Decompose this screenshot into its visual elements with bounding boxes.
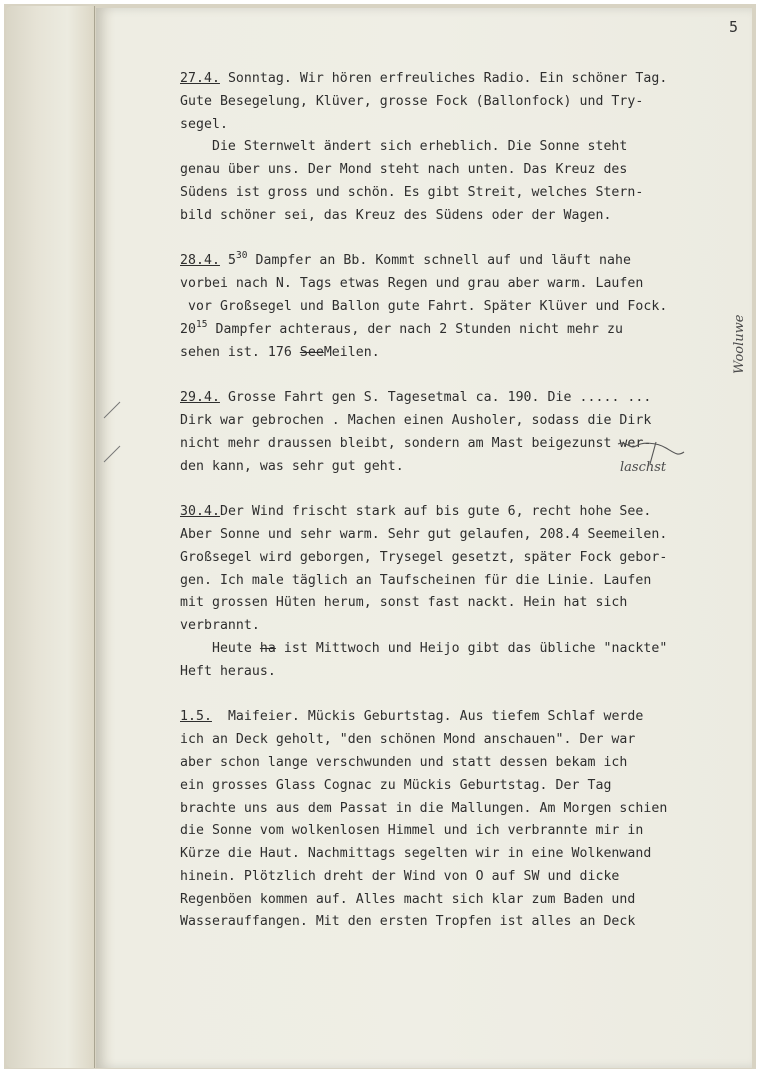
- entry-line: $20^{15}$ Dampfer achteraus, der nach 2 Stunden nicht mehr zu: [180, 318, 623, 337]
- margin-pencil-marks: [100, 396, 124, 466]
- entry-line: ein grosses Glass Cognac zu Mückis Geburtstag. Der Tag: [180, 777, 612, 793]
- entry-line: 28.4. $5^{30}$ Dampfer an Bb. Kommt schnell auf und läuft nahe: [180, 250, 631, 269]
- entry-line: 1.5. Maifeier. Mückis Geburtstag. Aus tiefem Schlaf werde: [180, 709, 644, 725]
- handwritten-insert: laschst: [620, 460, 667, 475]
- entry-date: 30.4.: [180, 504, 220, 520]
- entry-line: vor Großsegel und Ballon gute Fahrt. Später Klüver und Fock.: [180, 298, 668, 314]
- entry-line: Dirk war gebrochen . Machen einen Ausholer, sodass die Dirk: [180, 412, 652, 428]
- struck-text: ha: [259, 640, 276, 656]
- entry-line: Kürze die Haut. Nachmittags segelten wir in eine Wolkenwand: [180, 846, 652, 862]
- entry-line: bild schöner sei, das Kreuz des Südens oder der Wagen.: [180, 207, 612, 223]
- page-number: 5: [728, 18, 738, 36]
- entry-line: ich an Deck geholt, "den schönen Mond anschauen". Der war: [180, 732, 636, 748]
- entry-line: mit grossen Hüten herum, sonst fast nackt. Hein hat sich: [180, 595, 628, 611]
- entry-date: 1.5.: [180, 709, 212, 725]
- entry-line: Heute ha ist Mittwoch und Heijo gibt das übliche "nackte": [180, 640, 668, 656]
- entry-line: segel.: [180, 116, 228, 132]
- entry-line: Wasserauffangen. Mit den ersten Tropfen ist alles an Deck: [180, 914, 636, 930]
- entry-line: Heft heraus.: [180, 663, 276, 679]
- entry-line: Aber Sonne und sehr warm. Sehr gut gelaufen, 208.4 Seemeilen.: [180, 526, 668, 542]
- entry-line: 30.4.Der Wind frischt stark auf bis gute 6, recht hohe See.: [180, 504, 652, 520]
- entry-line: hinein. Plötzlich dreht der Wind von O auf SW und dicke: [180, 868, 620, 884]
- entry-date: 27.4.: [180, 71, 220, 86]
- entry-line: genau über uns. Der Mond steht nach unten. Das Kreuz des: [180, 162, 628, 178]
- entry-line: 27.4. Sonntag. Wir hören erfreuliches Radio. Ein schöner Tag.: [180, 71, 668, 86]
- left-page-edge: [6, 6, 95, 1068]
- entry-line: Gute Besegelung, Klüver, grosse Fock (Ballonfock) und Try-: [180, 93, 644, 109]
- entry-date: 29.4.: [180, 390, 220, 406]
- paragraph-gap: [180, 478, 740, 501]
- paragraph-gap: [180, 684, 740, 707]
- entry-line: Die Sternwelt ändert sich erheblich. Die Sonne steht: [180, 139, 628, 155]
- entry-line: Großsegel wird geborgen, Trysegel gesetzt, später Fock gebor-: [180, 549, 668, 565]
- entry-line: brachte uns aus dem Passat in die Mallungen. Am Morgen schien: [180, 800, 668, 816]
- document-page: [96, 8, 752, 1068]
- entry-line: sehen ist. 176 SeeMeilen.: [180, 344, 380, 360]
- paragraph-gap: [180, 364, 740, 387]
- entry-line: die Sonne vom wolkenlosen Himmel und ich verbrannte mir in: [180, 823, 644, 839]
- entry-line: verbrannt.: [180, 618, 260, 634]
- entry-line: vorbei nach N. Tags etwas Regen und grau aber warm. Laufen: [180, 276, 644, 292]
- entry-line: Regenböen kommen auf. Alles macht sich klar zum Baden und: [180, 891, 636, 907]
- diary-text: [180, 68, 740, 934]
- paragraph-gap: [180, 228, 740, 251]
- entry-line: 29.4. Grosse Fahrt gen S. Tagesetmal ca. 190. Die ..... ...: [180, 390, 652, 406]
- handwritten-margin-note: Wooluwe: [732, 314, 747, 374]
- entry-line: aber schon lange verschwunden und statt dessen bekam ich: [180, 754, 628, 770]
- entry-line: gen. Ich male täglich an Taufscheinen für die Linie. Laufen: [180, 572, 652, 588]
- entry-line: Südens ist gross und schön. Es gibt Streit, welches Stern-: [180, 184, 644, 200]
- entry-line: nicht mehr draussen bleibt, sondern am Mast beigezunst wer-: [180, 435, 652, 451]
- entry-line: den kann, was sehr gut geht.: [180, 458, 404, 474]
- entry-date: 28.4.: [180, 253, 220, 269]
- struck-text: See: [299, 344, 324, 360]
